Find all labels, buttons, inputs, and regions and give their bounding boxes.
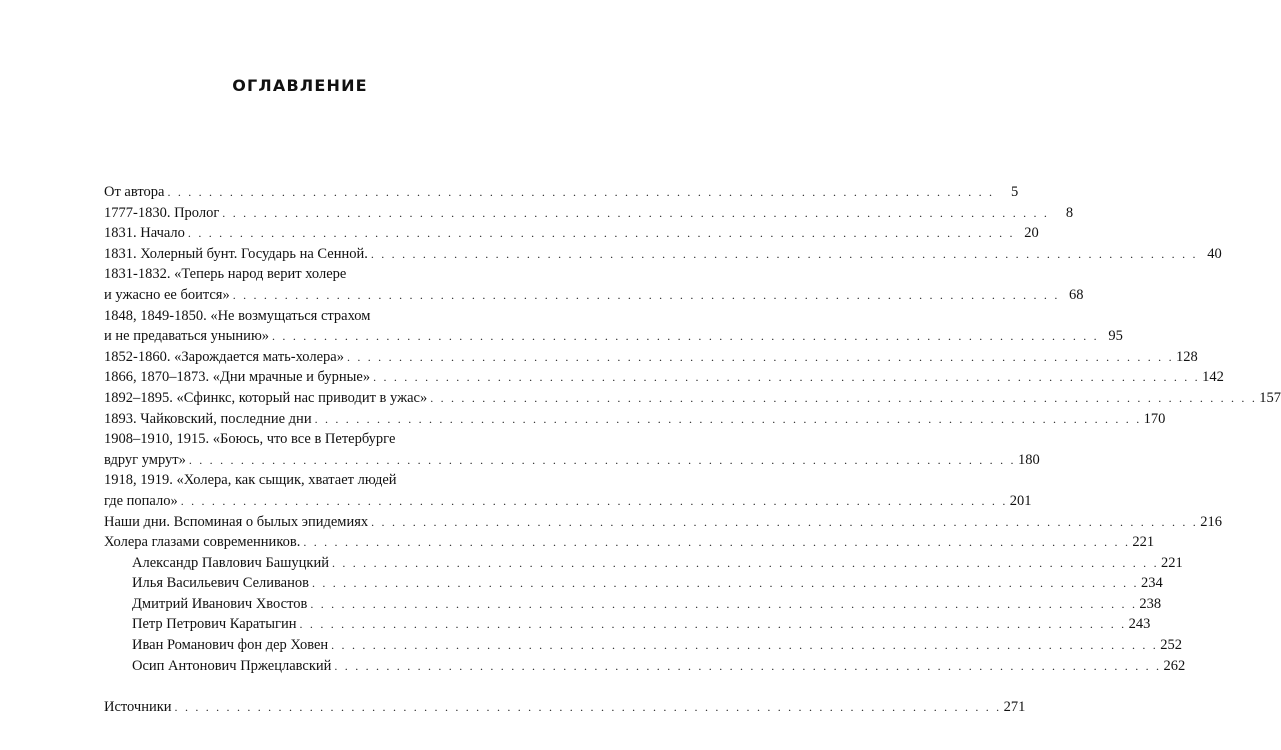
toc-entry-title: Иван Романович фон дер Ховен <box>132 637 329 654</box>
toc-page-number: 243 <box>1128 616 1151 633</box>
toc-entry-line <box>104 326 1123 347</box>
toc-page-number: 234 <box>1141 575 1163 592</box>
toc-entry-line <box>104 491 1032 512</box>
toc-subentry[interactable] <box>104 635 1182 656</box>
toc-entry-title: Дмитрий Иванович Хвостов <box>132 595 308 612</box>
toc-page-number: 221 <box>1132 534 1155 551</box>
toc-dot-leader: . . . . . . . . . . . . . . . . . . . . . . . . . . . . . . . . . . . . . . . . . . . . . . . . . . . . . . . . . . . . . . . . . . . . . . . . . . . . . . . . <box>430 390 1258 405</box>
toc-entry-title: 1831-1832. «Теперь народ верит холере <box>104 266 347 283</box>
toc-entry-title: 1831. Холерный бунт. Государь на Сенной. <box>104 245 368 262</box>
toc-entry-line <box>132 573 1163 594</box>
toc-entry[interactable] <box>104 470 1032 511</box>
toc-entry-title: 1848, 1849-1850. «Не возмущаться страхом <box>104 307 371 324</box>
toc-dot-leader: . . . . . . . . . . . . . . . . . . . . . . . . . . . . . . . . . . . . . . . . . . . . . . . . . . . . . . . . . . . . . . . . . . . . . . . . . . . . . . . . <box>188 452 1016 467</box>
toc-entry[interactable] <box>104 223 1039 244</box>
toc-page-number: 221 <box>1161 554 1183 571</box>
toc-entry-line <box>104 347 1198 368</box>
toc-entry-line <box>104 182 1019 203</box>
toc-entry-title: Осип Антонович Пржецлавский <box>132 657 332 674</box>
toc-entry[interactable] <box>104 203 1074 224</box>
toc-entry-line <box>132 553 1183 574</box>
toc-dot-leader: . . . . . . . . . . . . . . . . . . . . . . . . . . . . . . . . . . . . . . . . . . . . . . . . . . . . . . . . . . . . . . . . . . . . . . . . . . . . . . . . <box>180 493 1008 508</box>
toc-entry-title: Илья Васильевич Селиванов <box>132 575 309 592</box>
toc-entry-title: От автора <box>104 184 165 200</box>
toc-entry-title: и не предаваться унынию» <box>104 328 270 345</box>
toc-entry-line <box>132 656 1186 677</box>
toc-dot-leader: . . . . . . . . . . . . . . . . . . . . . . . . . . . . . . . . . . . . . . . . . . . . . . . . . . . . . . . . . . . . . . . . . . . . . . . . . . . . . . . . <box>174 700 1002 715</box>
toc-page-number: 40 <box>1207 245 1222 262</box>
toc-entry-title: вдруг умрут» <box>104 451 186 468</box>
toc-entry-line <box>104 203 1074 224</box>
toc-entry-line <box>104 470 497 491</box>
toc-page-number: 201 <box>1009 492 1032 509</box>
toc-entry-line <box>104 223 1039 244</box>
toc-dot-leader: . . . . . . . . . . . . . . . . . . . . . . . . . . . . . . . . . . . . . . . . . . . . . . . . . . . . . . . . . . . . . . . . . . . . . . . . . . . . . . . . <box>222 205 1050 220</box>
toc-dot-leader: . . . . . . . . . . . . . . . . . . . . . . . . . . . . . . . . . . . . . . . . . . . . . . . . . . . . . . . . . . . . . . . . . . . . . . . . . . . . . . . . <box>346 349 1174 364</box>
toc-entry-line <box>104 450 1040 471</box>
toc-entry[interactable] <box>104 264 1084 305</box>
toc-entry[interactable] <box>104 697 1026 718</box>
toc-entry-title: 1852-1860. «Зарождается мать-холера» <box>104 348 344 365</box>
toc-page-number: 170 <box>1143 410 1166 427</box>
toc-dot-leader: . . . . . . . . . . . . . . . . . . . . . . . . . . . . . . . . . . . . . . . . . . . . . . . . . . . . . . . . . . . . . . . . . . . . . . . . . . . . . . . . <box>311 576 1139 591</box>
toc-entry-title: 1866, 1870–1873. «Дни мрачные и бурные» <box>104 369 371 386</box>
toc-entry[interactable] <box>104 532 1155 553</box>
toc-entry-title: Холера глазами современников. <box>104 534 301 551</box>
toc-entry-title: 1892–1895. «Сфинкс, который нас приводит в ужас» <box>104 389 428 406</box>
toc-entry-title: и ужасно ее боится» <box>104 286 230 303</box>
toc-entry[interactable] <box>104 512 1222 533</box>
toc-dot-leader: . . . . . . . . . . . . . . . . . . . . . . . . . . . . . . . . . . . . . . . . . . . . . . . . . . . . . . . . . . . . . . . . . . . . . . . . . . . . . . . . <box>272 329 1099 344</box>
toc-page-number: 95 <box>1108 328 1123 345</box>
toc-page-number: 68 <box>1069 286 1084 303</box>
toc-subentry[interactable] <box>104 594 1162 615</box>
toc-entry-title: Источники <box>104 699 172 716</box>
page-title: ОГЛАВЛЕНИЕ <box>232 76 368 95</box>
toc-entry-line <box>104 512 1222 533</box>
toc-entry-title: Александр Павлович Башуцкий <box>132 554 329 571</box>
toc-page-number: 180 <box>1017 451 1040 468</box>
toc-page-number: 128 <box>1176 348 1198 365</box>
toc-entry-title: Петр Петрович Каратыгин <box>132 616 297 633</box>
toc-entry-line <box>104 429 497 450</box>
toc-page-number: 216 <box>1200 513 1222 530</box>
toc-dot-leader: . . . . . . . . . . . . . . . . . . . . . . . . . . . . . . . . . . . . . . . . . . . . . . . . . . . . . . . . . . . . . . . . . . . . . . . . . . . . . . . . <box>310 596 1138 611</box>
toc-dot-leader: . . . . . . . . . . . . . . . . . . . . . . . . . . . . . . . . . . . . . . . . . . . . . . . . . . . . . . . . . . . . . . . . . . . . . . . . . . . . . . . . <box>331 638 1158 653</box>
toc-entry-title: 1777-1830. Пролог <box>104 204 220 221</box>
toc-entry-title: Наши дни. Вспоминая о былых эпидемиях <box>104 513 369 530</box>
toc-page-number: 271 <box>1003 699 1026 716</box>
toc-entry-line <box>104 244 1222 265</box>
toc-entry-title: 1831. Начало <box>104 225 185 242</box>
toc-dot-leader: . . . . . . . . . . . . . . . . . . . . . . . . . . . . . . . . . . . . . . . . . . . . . . . . . . . . . . . . . . . . . . . . . . . . . . . . . . . . . . . . <box>232 287 1060 302</box>
toc-entry-line <box>104 388 1281 409</box>
toc-dot-leader: . . . . . . . . . . . . . . . . . . . . . . . . . . . . . . . . . . . . . . . . . . . . . . . . . . . . . . . . . . . . . . . . . . . . . . . . . . . . . . . . <box>187 226 1015 241</box>
toc-page-number: 8 <box>1065 204 1074 221</box>
toc-entry-title: 1918, 1919. «Холера, как сыщик, хватает людей <box>104 472 397 489</box>
toc-page-number: 252 <box>1160 637 1182 654</box>
toc-page-number: 20 <box>1024 225 1039 242</box>
toc-entry[interactable] <box>104 409 1166 430</box>
toc-dot-leader: . . . . . . . . . . . . . . . . . . . . . . . . . . . . . . . . . . . . . . . . . . . . . . . . . . . . . . . . . . . . . . . . . . . . . . . . . . . . . . . . <box>331 555 1159 570</box>
toc-subentry[interactable] <box>104 573 1163 594</box>
toc-entry[interactable] <box>104 244 1222 265</box>
toc-entry-line <box>132 594 1162 615</box>
toc-entry-title: 1908–1910, 1915. «Боюсь, что все в Петербурге <box>104 431 396 448</box>
toc-entry-title: 1893. Чайковский, последние дни <box>104 410 312 427</box>
toc-entry[interactable] <box>104 388 1281 409</box>
toc-dot-leader: . . . . . . . . . . . . . . . . . . . . . . . . . . . . . . . . . . . . . . . . . . . . . . . . . . . . . . . . . . . . . . . . . . . . . . . . . . . . . . . . <box>167 185 995 199</box>
toc-entry-line <box>132 614 1151 635</box>
toc-page-number: 238 <box>1139 595 1162 612</box>
toc-subentry[interactable] <box>104 656 1186 677</box>
toc-dot-leader: . . . . . . . . . . . . . . . . . . . . . . . . . . . . . . . . . . . . . . . . . . . . . . . . . . . . . . . . . . . . . . . . . . . . . . . . . . . . . . . . <box>373 370 1200 385</box>
toc-dot-leader: . . . . . . . . . . . . . . . . . . . . . . . . . . . . . . . . . . . . . . . . . . . . . . . . . . . . . . . . . . . . . . . . . . . . . . . . . . . . . . . . <box>299 617 1127 632</box>
toc-entry-line <box>104 367 1224 388</box>
toc-page-number: 262 <box>1163 657 1186 674</box>
toc-subentry[interactable] <box>104 614 1151 635</box>
toc-entry-line <box>104 697 1026 718</box>
toc-dot-leader: . . . . . . . . . . . . . . . . . . . . . . . . . . . . . . . . . . . . . . . . . . . . . . . . . . . . . . . . . . . . . . . . . . . . . . . . . . . . . . . . <box>303 535 1131 550</box>
toc-entry-line <box>104 409 1166 430</box>
toc-subentry[interactable] <box>104 553 1183 574</box>
toc-entry[interactable] <box>104 306 1123 347</box>
toc-page-number: 142 <box>1202 369 1224 386</box>
toc-spacer <box>104 676 497 697</box>
toc-page-number: 5 <box>1011 184 1019 200</box>
toc-entry-line <box>104 264 497 285</box>
toc-entry-line <box>104 285 1084 306</box>
toc-entry[interactable] <box>104 367 1224 388</box>
toc-entry-line <box>104 532 1155 553</box>
toc-entry[interactable] <box>104 347 1198 368</box>
toc-entry-title: где попало» <box>104 492 178 509</box>
toc-dot-leader: . . . . . . . . . . . . . . . . . . . . . . . . . . . . . . . . . . . . . . . . . . . . . . . . . . . . . . . . . . . . . . . . . . . . . . . . . . . . . . . . <box>334 658 1162 673</box>
toc-entry-line <box>132 635 1182 656</box>
toc-entry[interactable] <box>104 429 1040 470</box>
table-of-contents <box>104 182 1281 718</box>
toc-dot-leader: . . . . . . . . . . . . . . . . . . . . . . . . . . . . . . . . . . . . . . . . . . . . . . . . . . . . . . . . . . . . . . . . . . . . . . . . . . . . . . . . <box>314 411 1142 426</box>
toc-dot-leader: . . . . . . . . . . . . . . . . . . . . . . . . . . . . . . . . . . . . . . . . . . . . . . . . . . . . . . . . . . . . . . . . . . . . . . . . . . . . . . . . <box>371 514 1198 529</box>
toc-entry-line <box>104 306 497 327</box>
toc-entry[interactable] <box>104 182 1019 203</box>
toc-dot-leader: . . . . . . . . . . . . . . . . . . . . . . . . . . . . . . . . . . . . . . . . . . . . . . . . . . . . . . . . . . . . . . . . . . . . . . . . . . . . . . . . <box>370 246 1198 261</box>
toc-page-number: 157 <box>1259 389 1281 406</box>
